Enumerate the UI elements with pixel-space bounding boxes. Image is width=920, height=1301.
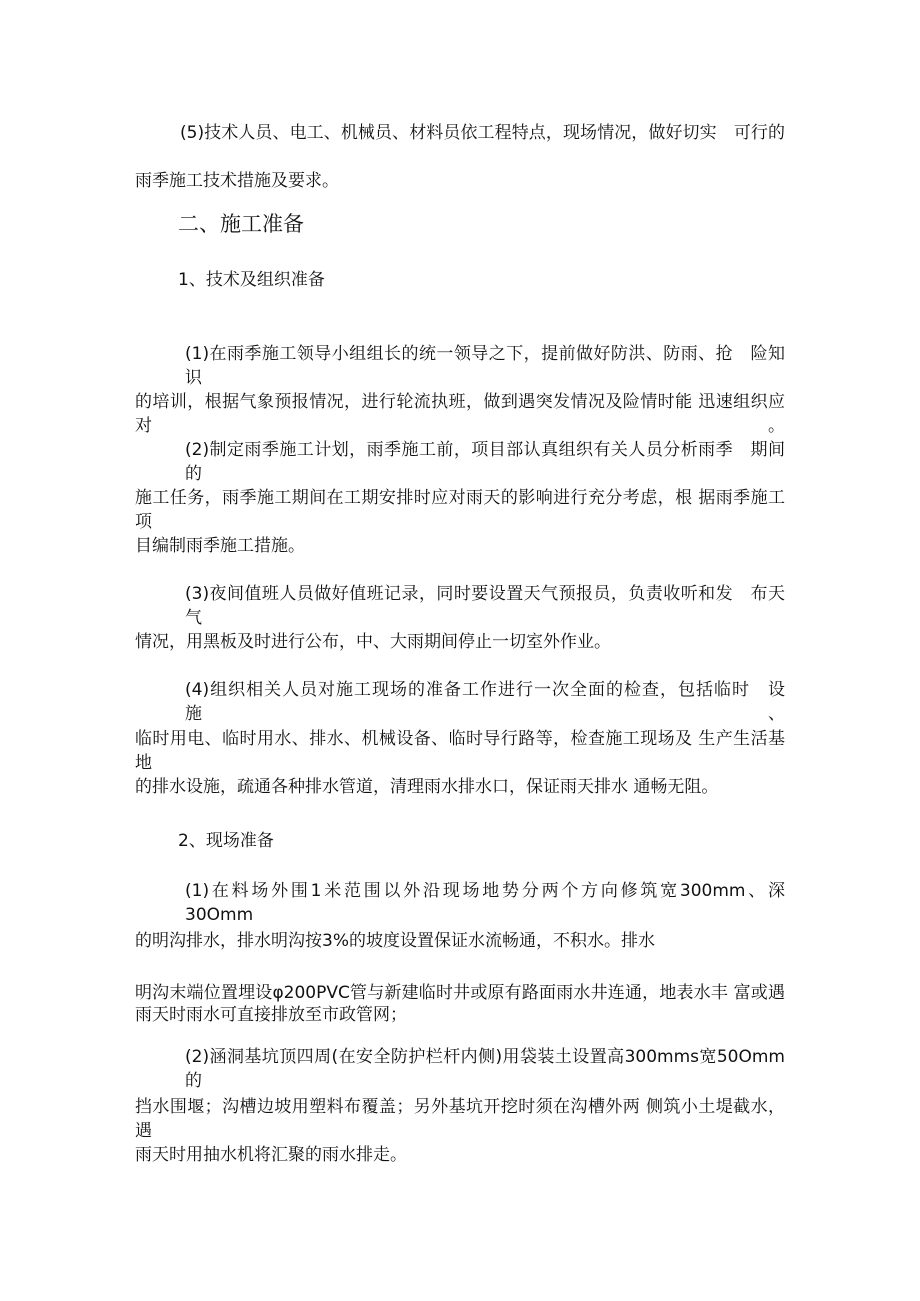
paragraph-1-line-2: 的培训，根据气象预报情况，进行轮流执班，做到遇突发情况及险情时能 迅速组织应对。 xyxy=(135,392,785,436)
field-paragraph-1-line-3: 明沟末端位置埋设φ200PVC管与新建临时井或原有路面雨水井连通，地表水丰 富或遇 xyxy=(135,983,785,1003)
paragraph-3-line-1: (3)夜间值班人员做好值班记录，同时要设置天气预报员，负责收听和发 布天气 xyxy=(185,584,785,628)
field-paragraph-2-line-2: 挡水围堰；沟槽边坡用塑料布覆盖；另外基坑开挖时须在沟槽外两 侧筑小土堤截水，遇 xyxy=(135,1097,785,1141)
paragraph-2-line-1: (2)制定雨季施工计划，雨季施工前，项目部认真组织有关人员分析雨季 期间的 xyxy=(185,440,785,484)
field-paragraph-2-line-3: 雨天时用抽水机将汇聚的雨水排走。 xyxy=(135,1145,407,1165)
subsection-2-heading: 2、现场准备 xyxy=(178,831,274,851)
section-2-heading: 二、施工准备 xyxy=(178,212,304,236)
field-paragraph-1-line-4: 雨天时雨水可直接排放至市政管网； xyxy=(135,1005,407,1025)
field-paragraph-1-line-1: (1)在料场外围1米范围以外沿现场地势分两个方向修筑宽300mm、深 30Omm xyxy=(185,881,802,925)
paragraph-3-line-2: 情况，用黑板及时进行公布，中、大雨期间停止一切室外作业。 xyxy=(135,632,611,652)
paragraph-1-line-1: (1)在雨季施工领导小组组长的统一领导之下，提前做好防洪、防雨、抢 险知识 xyxy=(185,344,785,388)
paragraph-4-line-2: 临时用电、临时用水、排水、机械设备、临时导行路等，检查施工现场及 生产生活基地 xyxy=(135,729,785,773)
paragraph-4-line-1: (4)组织相关人员对施工现场的准备工作进行一次全面的检查，包括临时 设施、 xyxy=(185,680,785,724)
subsection-1-heading: 1、技术及组织准备 xyxy=(178,270,325,290)
paragraph-2-line-2: 施工任务，雨季施工期间在工期安排时应对雨天的影响进行充分考虑，根 据雨季施工项 xyxy=(135,488,785,532)
field-paragraph-1-line-2: 的明沟排水，排水明沟按3%的坡度设置保证水流畅通，不积水。排水 xyxy=(135,931,655,951)
paragraph-2-line-3: 目编制雨季施工措施。 xyxy=(135,536,305,556)
paragraph-5-line-2: 雨季施工技术措施及要求。 xyxy=(135,171,339,191)
paragraph-4-line-3: 的排水设施，疏通各种排水管道，清理雨水排水口，保证雨天排水 通畅无阻。 xyxy=(135,777,719,797)
field-paragraph-2-line-1: (2)涵洞基坑顶四周(在安全防护栏杆内侧)用袋装土设置高300mms宽50Omm的 xyxy=(185,1047,785,1091)
paragraph-5-line-1: (5)技术人员、电工、机械员、材料员依工程特点，现场情况，做好切实 可行的 xyxy=(180,123,785,143)
